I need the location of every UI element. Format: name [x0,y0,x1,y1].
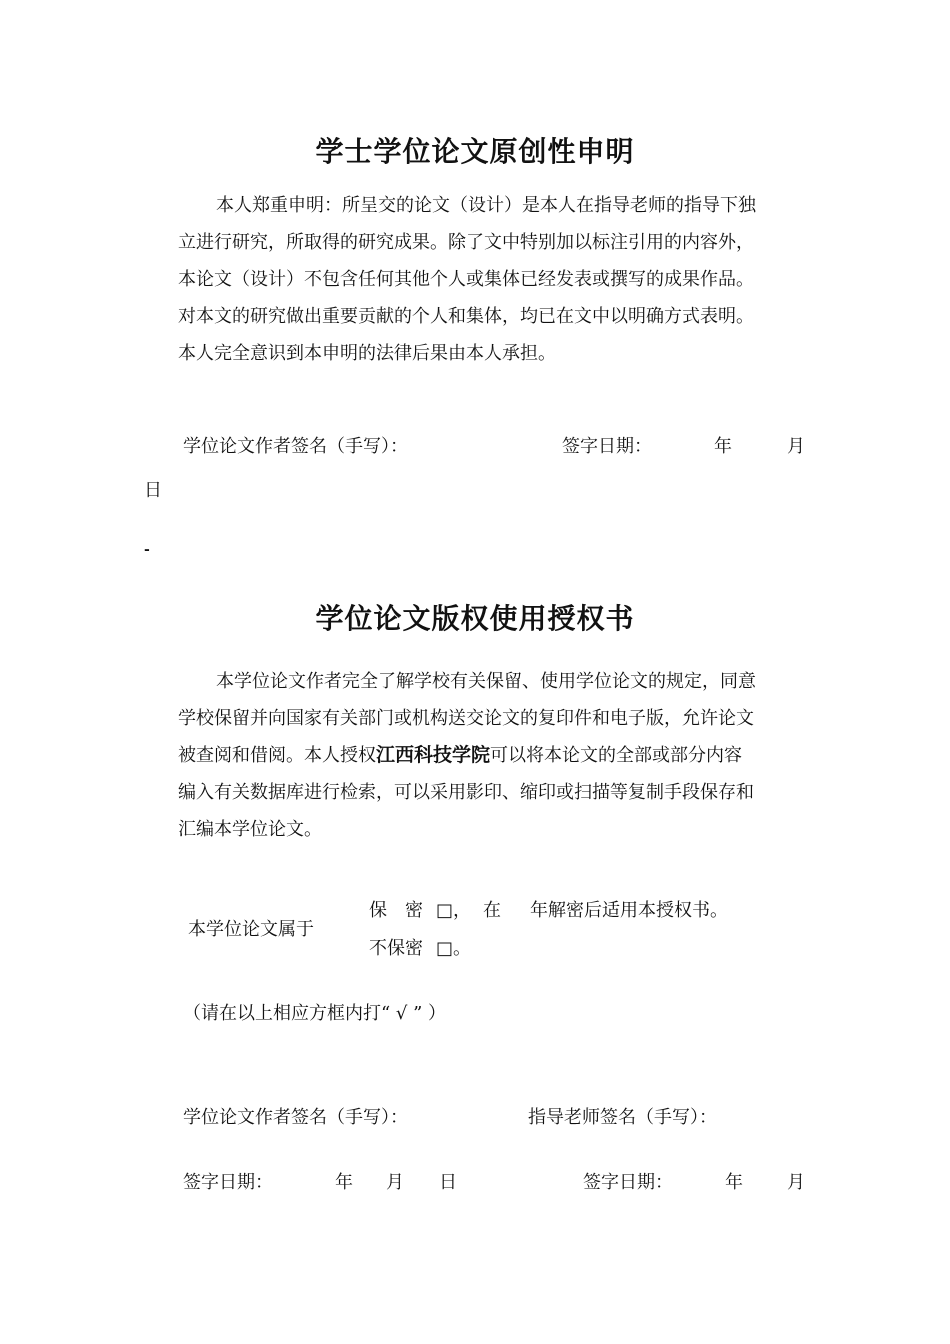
advisor-date-label: 签字日期： [583,1172,673,1193]
check-note: （请在以上相应方框内打“ √ ” ） [183,1003,447,1024]
nonsecret-checkbox[interactable]: □。 [436,938,472,959]
declaration-body [178,187,806,372]
nonsecret-option: 不保密 [369,938,423,959]
authorization-month-label: 月 [386,1172,404,1193]
advisor-year-label: 年 [725,1172,743,1193]
separator-mark: - [144,542,150,558]
secret-option: 保 密 [369,900,423,921]
authorization-date-label: 签字日期： [183,1172,273,1193]
authorization-line-3-after: 可以将本论文的全部或部分内容 [490,745,743,766]
declaration-year-label: 年 [714,436,732,457]
authorization-line: 编入有关数据库进行检索，可以采用影印、缩印或扫描等复制手段保存和 [178,782,754,803]
declaration-line: 立进行研究，所取得的研究成果。除了文中特别加以标注引用的内容外， [178,232,754,253]
declaration-date-label: 签字日期： [562,436,652,457]
in-label: 在 [483,900,501,921]
belongs-label: 本学位论文属于 [188,919,314,940]
authorization-line [178,737,806,774]
declaration-author-sign-label: 学位论文作者签名（手写）： [183,436,408,457]
authorization-body [178,663,806,848]
declaration-title: 学士学位论文原创性申明 [315,135,635,168]
declaration-line: 本论文（设计）不包含任何其他个人或集体已经发表或撰写的成果作品。 [178,269,754,290]
authorization-line-3-before: 被查阅和借阅。本人授权 [178,745,376,766]
advisor-month-label: 月 [787,1172,805,1193]
declaration-line: 本人完全意识到本申明的法律后果由本人承担。 [178,343,556,364]
institution-name: 江西科技学院 [376,744,491,766]
authorization-line: 本学位论文作者完全了解学校有关保留、使用学位论文的规定，同意 [216,671,756,692]
authorization-line: 汇编本学位论文。 [178,819,322,840]
authorization-day-label: 日 [439,1172,457,1193]
advisor-sign-label: 指导老师签名（手写）： [528,1107,717,1128]
authorization-year-label: 年 [335,1172,353,1193]
authorization-title: 学位论文版权使用授权书 [315,602,635,635]
declaration-line: 对本文的研究做出重要贡献的个人和集体，均已在文中以明确方式表明。 [178,306,754,327]
authorization-author-sign-label: 学位论文作者签名（手写）： [183,1107,408,1128]
declaration-month-label: 月 [787,436,805,457]
declaration-line: 本人郑重申明：所呈交的论文（设计）是本人在指导老师的指导下独 [216,195,756,216]
secret-checkbox[interactable]: □， [436,900,472,921]
declaration-day-label: 日 [144,480,162,501]
secret-suffix: 年解密后适用本授权书。 [530,900,728,921]
authorization-line: 学校保留并向国家有关部门或机构送交论文的复印件和电子版，允许论文 [178,708,754,729]
